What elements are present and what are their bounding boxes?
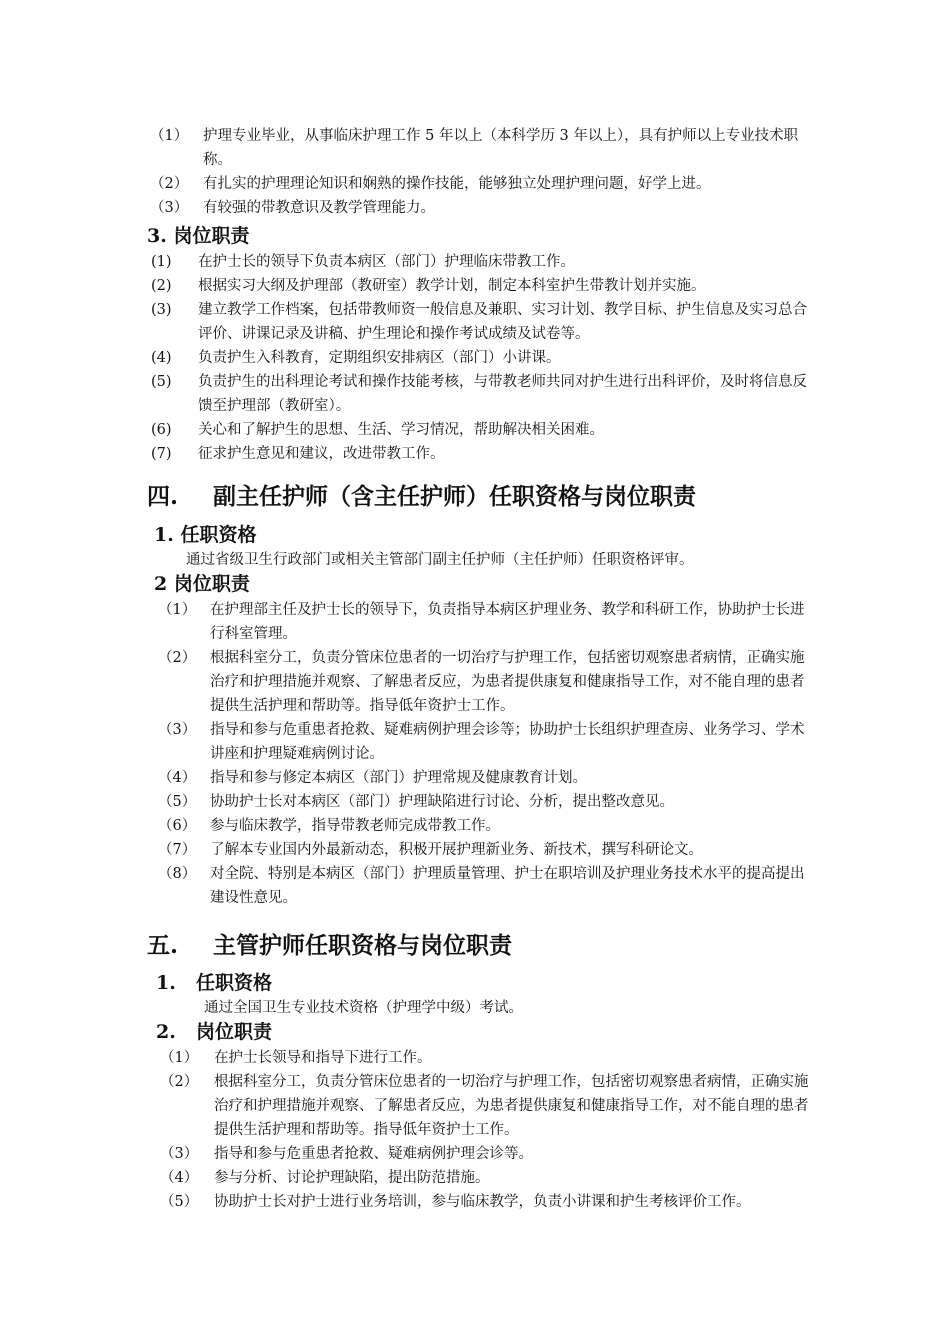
- item-number: （1）: [160, 1050, 199, 1066]
- heading-text: 3. 岗位职责: [147, 225, 250, 247]
- item-number: （2）: [150, 176, 189, 192]
- list-item: [150, 124, 812, 172]
- item-text: 负责护生的出科理论考试和操作技能考核，与带教老师共同对护生进行出科评价，及时将信息反馈至护理部（教研室）。: [198, 374, 807, 414]
- heading-text: 1. 任职资格: [154, 524, 257, 546]
- item-text: 根据实习大纲及护理部（教研室）教学计划，制定本科室护生带教计划并实施。: [198, 278, 706, 294]
- item-number: （1）: [150, 128, 189, 144]
- item-text: 护理专业毕业，从事临床护理工作 5 年以上（本科学历 3 年以上），具有护师以上专业技术职称。: [203, 128, 799, 168]
- item-number: (3): [151, 302, 172, 318]
- list-item: [158, 766, 818, 790]
- list-item: [151, 346, 812, 370]
- item-number: (1): [151, 254, 172, 270]
- item-text: 参与分析、讨论护理缺陷，提出防范措施。: [214, 1170, 490, 1186]
- section-heading-duties: [0, 1018, 950, 1046]
- heading-number: 1.: [156, 972, 176, 994]
- list-item: [160, 1190, 822, 1214]
- item-text: 对全院、特别是本病区（部门）护理质量管理、护士在职培训及护理业务技术水平的提高提出建设性意见。: [210, 866, 805, 906]
- item-number: （3）: [158, 722, 197, 738]
- section-heading-duties: [0, 222, 950, 250]
- list-item: [151, 442, 812, 466]
- heading-text: 岗位职责: [196, 1021, 273, 1043]
- item-number: （2）: [160, 1074, 199, 1090]
- item-text: 在护士长领导和指导下进行工作。: [214, 1050, 432, 1066]
- item-text: 协助护士长对本病区（部门）护理缺陷进行讨论、分析，提出整改意见。: [210, 794, 674, 810]
- list-item: [160, 1142, 822, 1166]
- item-text: 关心和了解护生的思想、生活、学习情况，帮助解决相关困难。: [198, 422, 604, 438]
- item-text: 参与临床教学，指导带教老师完成带教工作。: [210, 818, 500, 834]
- qualification-paragraph: [0, 548, 950, 572]
- item-number: (2): [151, 278, 172, 294]
- list-item: [151, 250, 812, 274]
- item-text: 有扎实的护理理论知识和娴熟的操作技能，能够独立处理护理问题，好学上进。: [203, 176, 711, 192]
- item-text: 负责护生入科教育，定期组织安排病区（部门）小讲课。: [198, 350, 561, 366]
- item-number: （5）: [160, 1194, 199, 1210]
- list-item: [158, 838, 818, 862]
- chapter-heading: [0, 480, 950, 514]
- qualification-list: [0, 124, 950, 220]
- item-text: 根据科室分工，负责分管床位患者的一切治疗与护理工作，包括密切观察患者病情，正确实施治疗和护理措施并观察、了解患者反应，为患者提供康复和健康指导工作，对不能自理的患者提供生活护理和帮助等。指导低年资护士工作。: [214, 1074, 809, 1138]
- heading-text: 2 岗位职责: [154, 573, 250, 595]
- chapter-title: 主管护师任职资格与岗位职责: [213, 932, 512, 959]
- item-text: 了解本专业国内外最新动态，积极开展护理新业务、新技术，撰写科研论文。: [210, 842, 703, 858]
- section-heading-qualification: [0, 521, 950, 549]
- item-text: 在护理部主任及护士长的领导下，负责指导本病区护理业务、教学和科研工作，协助护士长进行科室管理。: [210, 602, 805, 642]
- item-text: 根据科室分工，负责分管床位患者的一切治疗与护理工作，包括密切观察患者病情，正确实施治疗和护理措施并观察、了解患者反应，为患者提供康复和健康指导工作，对不能自理的患者提供生活护理和帮助等。指导低年资护士工作。: [210, 650, 805, 714]
- paragraph-text: 通过全国卫生专业技术资格（护理学中级）考试。: [204, 1000, 523, 1016]
- list-item: [158, 862, 818, 910]
- paragraph-text: 通过省级卫生行政部门或相关主管部门副主任护师（主任护师）任职资格评审。: [186, 552, 694, 568]
- item-number: （8）: [158, 866, 197, 882]
- item-number: （6）: [158, 818, 197, 834]
- qualification-paragraph: [0, 996, 950, 1020]
- item-number: （4）: [160, 1170, 199, 1186]
- list-item: [150, 196, 812, 220]
- item-text: 指导和参与修定本病区（部门）护理常规及健康教育计划。: [210, 770, 587, 786]
- duties-list: [0, 250, 950, 466]
- item-number: (4): [151, 350, 172, 366]
- item-number: (6): [151, 422, 172, 438]
- list-item: [160, 1046, 822, 1070]
- item-text: 征求护生意见和建议，改进带教工作。: [198, 446, 445, 462]
- item-text: 有较强的带教意识及教学管理能力。: [203, 200, 435, 216]
- list-item: [150, 172, 812, 196]
- item-number: （7）: [158, 842, 197, 858]
- item-number: （5）: [158, 794, 197, 810]
- heading-text: 任职资格: [196, 972, 273, 994]
- list-item: [151, 370, 812, 418]
- list-item: [158, 718, 818, 766]
- item-text: 在护士长的领导下负责本病区（部门）护理临床带教工作。: [198, 254, 575, 270]
- chapter-number: 四.: [147, 483, 179, 510]
- duties-list: [0, 598, 950, 910]
- item-number: （2）: [158, 650, 197, 666]
- heading-number: 2.: [156, 1021, 176, 1043]
- list-item: [151, 418, 812, 442]
- chapter-number: 五.: [147, 932, 179, 959]
- item-number: (7): [151, 446, 172, 462]
- item-number: （4）: [158, 770, 197, 786]
- section-heading-qualification: [0, 969, 950, 997]
- item-number: （3）: [160, 1146, 199, 1162]
- chapter-heading: [0, 929, 950, 963]
- item-text: 建立教学工作档案，包括带教师资一般信息及兼职、实习计划、教学目标、护生信息及实习总合评价、讲课记录及讲稿、护生理论和操作考试成绩及试卷等。: [198, 302, 807, 342]
- chapter-title: 副主任护师（含主任护师）任职资格与岗位职责: [213, 483, 696, 510]
- item-text: 指导和参与危重患者抢救、疑难病例护理会诊等。: [214, 1146, 533, 1162]
- list-item: [158, 646, 818, 718]
- list-item: [160, 1070, 822, 1142]
- item-number: (5): [151, 374, 172, 390]
- item-number: （3）: [150, 200, 189, 216]
- list-item: [158, 790, 818, 814]
- list-item: [151, 274, 812, 298]
- list-item: [158, 814, 818, 838]
- list-item: [151, 298, 812, 346]
- item-text: 指导和参与危重患者抢救、疑难病例护理会诊等；协助护士长组织护理查房、业务学习、学术讲座和护理疑难病例讨论。: [210, 722, 805, 762]
- section-heading-duties: [0, 570, 950, 598]
- list-item: [160, 1166, 822, 1190]
- item-text: 协助护士长对护士进行业务培训，参与临床教学，负责小讲课和护生考核评价工作。: [214, 1194, 751, 1210]
- item-number: （1）: [158, 602, 197, 618]
- duties-list: [0, 1046, 950, 1214]
- list-item: [158, 598, 818, 646]
